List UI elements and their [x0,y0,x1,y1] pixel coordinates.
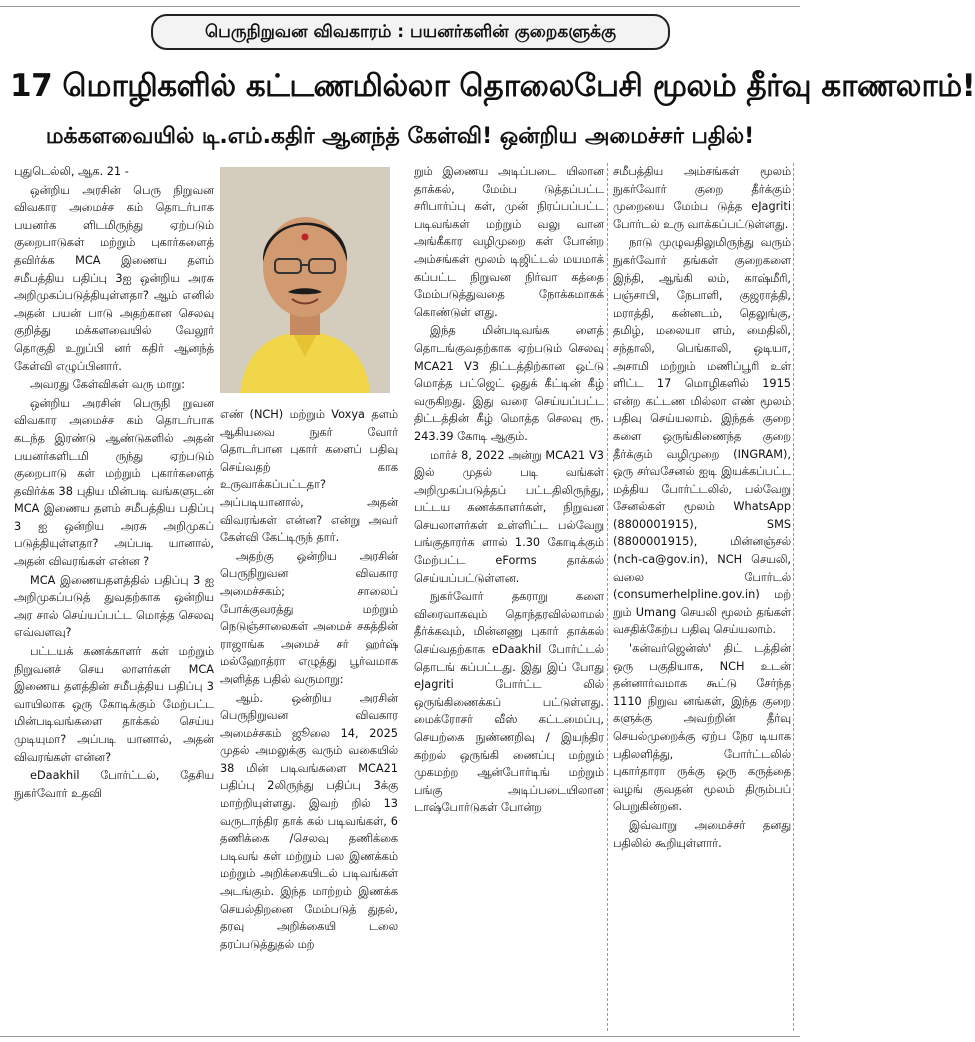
article-paragraph: eDaakhil போர்ட்டல், தேசிய நுகர்வோர் உதவி [14,769,214,800]
article-paragraph: நுகர்வோர் தகராறு களை விரைவாகவும் தொந்தரவில்லாமல் தீர்க்கவும், மின்னணு புகார் தாக்கல் செய்வதற்காக eDaakhil போர்ட்டல் தொடங் கப்பட்டது. இது இப் போது eJagriti போர்ட்ட லில் ஒருங்கிணைக்கப் பட்டுள்ளது. மைக்ரோசர் வீஸ் கட்டமைப்பு, செயற்கை நுண்ணறிவு / இயந்திர கற்றல் ஒருங்கி ணைப்பு மற்றும் முகமற்ற ஆன்போர்டிங் மற்றும் பங்கு அடிப்படையிலான டாஷ்போர்டுகள் போன்ற [414,590,604,815]
column-divider [607,163,608,1031]
article-paragraph: ஆம். ஒன்றிய அரசின் பெருநிறுவன விவகார அமைச்சகம் ஜூலை 14, 2025 முதல் அமலுக்கு வரும் வகையில் 38 மின் படிவங்களை MCA21 பதிப்பு 2லிருந்து பதிப்பு 3க்கு மாற்றியுள்ளது. இவற் றில் 13 வருடாந்திர தாக் கல் படிவங்கள், 6 தணிக்கை /செலவு தணிக்கை படிவங் கள் மற்றும் பல இணக்கம் மற்றும் அறிக்கையிடல் படிவங்கள் அடங்கும். இந்த மாற்றம் இணக்க செயல்திறனை மேம்படுத் துதல், தரவு அறிக்கையி டலை தரப்படுத்துதல் மற் [220,691,398,951]
article-subheadline: மக்களவையில் டி.எம்.கதிர் ஆனந்த் கேள்வி! ஒன்றிய அமைச்சர் பதில்! [45,124,755,149]
author-photo [220,167,390,393]
article-paragraph: MCA இணையதளத்தில் பதிப்பு 3 ஐ அறிமுகப்படுத் துவதற்காக ஒன்றிய அர சால் செய்யப்பட்ட மொத்த செலவு எவ்வளவு? [14,573,214,640]
article-column-4 [613,163,791,1031]
article-paragraph: 'கன்வர்ஜென்ஸ்' திட் டத்தின் ஒரு பகுதியாக, NCH உடன் தன்னார்வமாக கூட்டு சேர்ந்த 1110 நிறுவ னங்கள், இந்த குறை களுக்கு அவற்றின் தீர்வு செயல்முறைக்கு ஏற்ப நேர டியாக பதிலளித்து, போர்ட்டலில் புகார்தாரா ருக்கு ஒரு கருத்தை வழங் குவதன் மூலம் திரும்பப் பெறுகின்றன. [613,642,791,814]
article-paragraph: இவ்வாறு அமைச்சர் தனது பதிலில் கூறியுள்ளார். [613,818,791,850]
article-column-1 [14,163,214,1031]
article-paragraph: அதற்கு ஒன்றிய அரசின் பெருநிறுவன விவகார அமைச்சகம்; சாலைப் போக்குவரத்து மற்றும் நெடுஞ்சாலைகள் அமைச் சகத்தின் ராஜாங்க அமைச் சர் ஹர்ஷ் மல்ஹோத்ரா எழுத்து பூர்வமாக அளித்த பதில் வருமாறு: [220,549,398,686]
article-paragraph: நாடு முழுவதிலுமிருந்து வரும் நுகர்வோர் தங்கள் குறைகளை இந்தி, ஆங்கி லம், காஷ்மீரி, பஞ்சாபி, நேபாளி, குஜராத்தி, மராத்தி, கன்னடம், தெலுங்கு, தமிழ், மலையா ளம், மைதிலி, சந்தாலி, பெங்காலி, ஒடியா, அசாமி மற்றும் மணிப்பூரி உள் ளிட்ட 17 மொழிகளில் 1915 என்ற கட்டண மில்லா எண் மூலம் பதிவு செய்யலாம். இந்தக் குறை களை ஒருங்கிணைந்த குறை தீர்க்கும் வழிமுறை (INGRAM), ஒரு சர்வசேனல் ஐடி இயக்கப்பட்ட மத்திய போர்ட்டலில், பல்வேறு சேனல்கள் மூலம் WhatsApp (8800001915), SMS (8800001915), மின்னஞ்சல் (nch-ca@gov.in), NCH செயலி, வலை போர்டல் (consumerhelpline.gov.in) மற் றும் Umang செயலி மூலம் தங்கள் வசதிக்கேற்ப பதிவு செய்யலாம். [613,236,791,637]
article-paragraph: ஒன்றிய அரசின் பெரு நிறுவன விவகார அமைச்ச கம் தொடர்பாக பயனர்க ளிடமிருந்து ஏற்படும் குறைபாடுகள் மற்றும் புகார்களைத் தவிர்க்க MCA இணைய தளம் சமீபத்திய பதிப்பு 3ஐ ஒன்றிய அரசு அறிமுகப்படுத்தியுள்ளதா? ஆம் எனில் அதன் பயன் பாடு அதற்கான செலவு குறித்து மக்களவையில் வேலூர் தொகுதி உறுப்பி னர் கதிர் ஆனந்த் கேள்வி எழுப்பினார். [14,183,214,373]
article-column-2 [220,163,398,1031]
article-paragraph: மார்ச் 8, 2022 அன்று MCA21 V3 இல் முதல் படி வங்கள் அறிமுகப்படுத்தப் பட்டதிலிருந்து, பட்டய கணக்காளர்கள், நிறுவன செயலாளர்கள் உள்ளிட்ட பல்வேறு பங்குதாரர்க ளால் 1.30 கோடிக்கும் மேற்பட்ட eForms தாக்கல் செய்யப்பட்டுள்ளன. [414,448,604,585]
column-2-text [220,406,398,954]
article-paragraph: இந்த மின்படிவங்க ளைத் தொடங்குவதற்காக ஏற்படும் செலவு MCA21 V3 திட்டத்திற்கான ஒட்டு மொத்த பட்ஜெட் ஒதுக் கீட்டின் கீழ் வருகிறது. இது வரை செய்யப்பட்ட திட்டத்தின் கீழ் மொத்த செலவு ரூ. 243.39 கோடி ஆகும். [414,324,604,443]
bottom-border-rule [0,1036,800,1037]
article-paragraph: ஒன்றிய அரசின் பெருநி றுவன விவகார அமைச்ச கம் தொடர்பாக கடந்த இரண்டு ஆண்டுகளில் அதன் பயனர்களிடமி ருந்து ஏற்படும் குறைபாடு கள் மற்றும் புகார்களைத் தவிர்க்க 38 புதிய மின்படி வங்களுடன் MCA இணைய தளம் சமீபத்திய பதிப்பு 3 ஐ ஒன்றிய அரசு அறிமுகப் படுத்தியுள்ளதா? அப்படி யானால், அதன் விவரங்கள் என்ன ? [14,396,214,569]
top-border-rule [0,0,800,7]
article-paragraph: சமீபத்திய அம்சங்கள் மூலம் நுகர்வோர் குறை தீர்க்கும் முறையை மேம்ப டுத்த eJagriti போர்டல் உரு வாக்கப்பட்டுள்ளது. [613,165,791,231]
column-divider [793,163,794,1031]
article-headline: 17 மொழிகளில் கட்டணமில்லா தொலைபேசி மூலம் தீர்வு காணலாம்! [10,68,975,104]
article-column-3 [414,163,604,1031]
article-paragraph: எண் (NCH) மற்றும் Voxya தளம் ஆகியவை நுகர் வோர் தொடர்பான புகார் களைப் பதிவு செய்வதற் காக உருவாக்கப்பட்டதா? அப்படியானால், அதன் விவரங்கள் என்ன? என்று அவர் கேள்வி கேட்டிருந் தார். [220,408,398,545]
article-paragraph: பட்டயக் கணக்காளர் கள் மற்றும் நிறுவனச் செய லாளர்கள் MCA இணைய தளத்தின் சமீபத்திய பதிப்பு 3 வாயிலாக ஒரு கோடிக்கும் மேற்பட்ட மின்படிவங்களை தாக்கல் செய்ய முடியுமா? அப்படி யானால், அதன் விவரங்கள் என்ன? [14,645,214,764]
portrait-illustration [220,167,390,393]
article-kicker: பெருநிறுவன விவகாரம் : பயனர்களின் குறைகளுக்கு [151,14,670,50]
article-paragraph: றும் இணைய அடிப்படை யிலான தாக்கல், மேம்ப டுத்தப்பட்ட சரிபார்ப்பு கள், முன் நிரப்பப்பட்ட படிவங்கள் மற்றும் வலு வான அங்கீகார வழிமுறை கள் போன்ற அம்சங்கள் மூலம் டிஜிட்டல் மயமாக் கப்பட்ட நிறுவன நிர்வா கத்தை மேம்படுத்துவதை நோக்கமாகக் கொண்டுள் ளது. [414,165,604,319]
article-dateline: புதுடெல்லி, ஆக. 21 - [14,165,129,178]
article-paragraph: அவரது கேள்விகள் வரு மாறு: [30,378,186,392]
